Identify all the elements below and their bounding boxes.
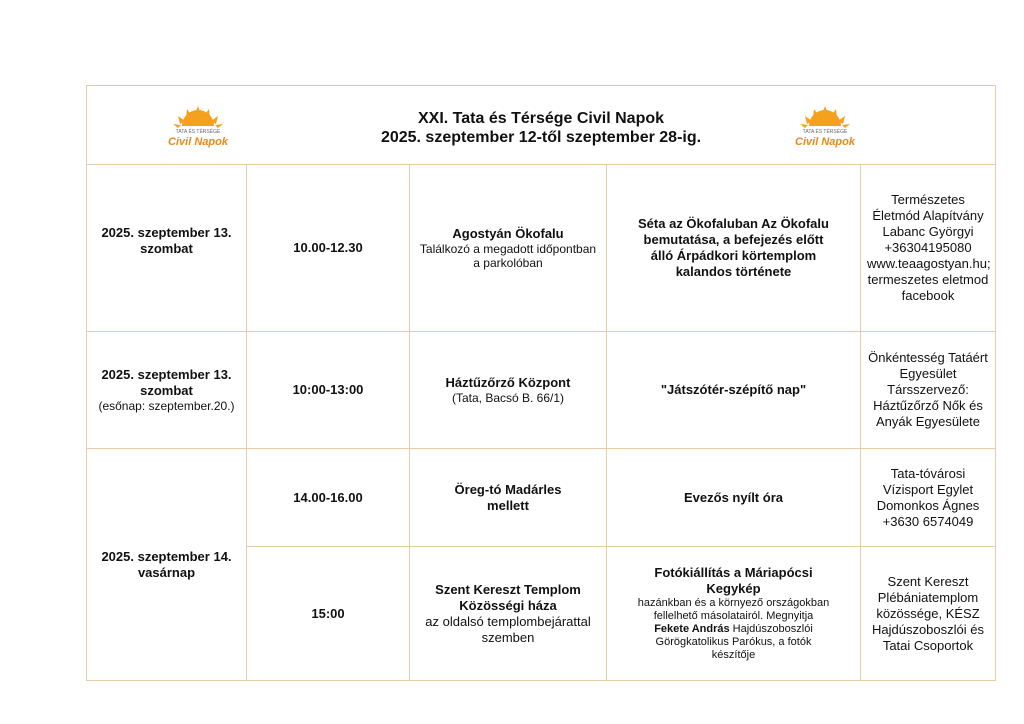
- place-cell: [410, 332, 607, 449]
- place-title: Agostyán Ökofalu: [452, 226, 564, 241]
- program-table: [86, 85, 996, 681]
- svg-text:Civil Napok: Civil Napok: [168, 136, 228, 148]
- page-subtitle: 2025. szeptember 12-től szeptember 28-ig.: [380, 129, 702, 146]
- place-detail: (Tata, Bacsó B. 66/1): [451, 391, 565, 405]
- program-cell: Séta az Ökofaluban Az Ökofalu bemutatása, a befejezés előtt álló Árpádkori körtemplom kalandos története: [607, 165, 861, 332]
- svg-text:TATA ÉS TÉRSÉGE: TATA ÉS TÉRSÉGE: [175, 129, 221, 135]
- time-cell: 10.00-12.30: [247, 165, 410, 332]
- program-title: Fotókiállítás a Máriapócsi Kegykép: [654, 565, 813, 596]
- page-title: XXI. Tata és Térsége Civil Napok: [417, 110, 665, 127]
- place-detail: Találkozó a megadott időpontban a parkolóban: [419, 242, 597, 270]
- date-cell: 2025. szeptember 13. szombat (esőnap: szeptember.20.): [87, 332, 247, 449]
- table-row: [87, 449, 996, 547]
- svg-text:TATA ÉS TÉRSÉGE: TATA ÉS TÉRSÉGE: [802, 129, 848, 135]
- program-cell: Evezős nyílt óra: [607, 449, 861, 547]
- place-title: Háztűzőrző Központ: [445, 375, 571, 390]
- date-note: (esőnap: szeptember.20.): [98, 398, 235, 413]
- place-cell: [410, 547, 607, 681]
- header-cell: [87, 86, 996, 165]
- civil-napok-logo-right: [787, 104, 863, 150]
- program-detail-2: Hajdúszoboszlói Görögkatolikus Parókus, a fotók készítője: [655, 623, 813, 661]
- organizer-cell: Szent Kereszt Plébániatemplom közössége, KÉSZ Hajdúszoboszlói és Tatai Csoportok: [861, 547, 996, 681]
- organizer-cell: Tata-tóvárosi Vízisport Egylet Domonkos Ágnes +3630 6574049: [861, 449, 996, 547]
- time-cell: 10:00-13:00: [247, 332, 410, 449]
- place-title: Szent Kereszt Templom Közösségi háza: [435, 581, 581, 613]
- program-opener: Fekete András: [654, 623, 730, 635]
- date-cell: 2025. szeptember 13. szombat: [87, 165, 247, 332]
- header-row: [87, 86, 996, 165]
- time-cell: 15:00: [247, 547, 410, 681]
- civil-napok-logo: [160, 104, 236, 150]
- table-row: [87, 332, 996, 449]
- program-detail: hazánkban és a környező országokban fellelhető másolatairól. Megnyitja: [637, 597, 830, 622]
- date-cell: 2025. szeptember 14. vasárnap: [87, 449, 247, 681]
- svg-text:Civil Napok: Civil Napok: [795, 136, 855, 148]
- program-cell: [607, 547, 861, 681]
- organizer-cell: Önkéntesség Tatáért Egyesület Társszervező: Háztűzőrző Nők és Anyák Egyesülete: [861, 332, 996, 449]
- program-cell: "Játszótér-szépítő nap": [607, 332, 861, 449]
- place-cell: [410, 165, 607, 332]
- time-cell: 14.00-16.00: [247, 449, 410, 547]
- organizer-cell: Természetes Életmód Alapítvány Labanc Györgyi +36304195080 www.teaagostyan.hu; termeszetes eletmod facebook: [861, 165, 996, 332]
- place-cell: Öreg-tó Madárles mellett: [410, 449, 607, 547]
- table-row: [87, 165, 996, 332]
- place-detail: az oldalsó templombejárattal szemben: [425, 613, 591, 645]
